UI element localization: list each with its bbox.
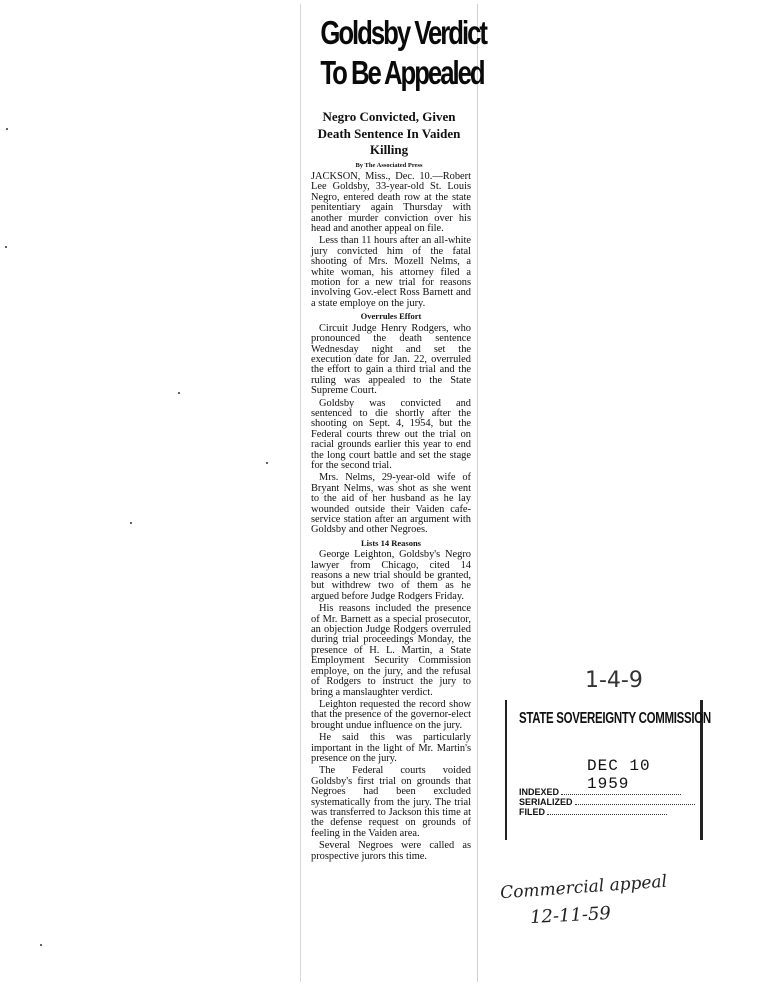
subheadline: Negro Convicted, Given Death Sentence In Vaiden Killing xyxy=(317,109,461,157)
scan-speck xyxy=(5,246,7,248)
article-paragraph: George Leighton, Goldsby's Negro lawyer from Chicago, cited 14 reasons a new trial should be granted, but withdrew two of them as he argued before Judge Rodgers Friday. xyxy=(311,549,471,602)
scan-speck xyxy=(40,944,42,946)
article-paragraph: Several Negroes were called as prospective jurors this time. xyxy=(311,840,471,862)
article-paragraph: Leighton requested the record show that the presence of the governor-elect brought undue influence on the jury. xyxy=(311,698,471,731)
article-paragraph: Goldsby was convicted and sentenced to die shortly after the shooting on Sept. 4, 1954, but the Federal courts threw out the trial on racial grounds earlier this year to end the long court battle and set the stage for the second trial. xyxy=(311,397,471,471)
section-heading: Overrules Effort xyxy=(360,311,422,322)
stamp-handwritten-mark: 1-4-9 xyxy=(585,668,643,693)
article-paragraph: Less than 11 hours after an all-white jury convicted him of the fatal shooting of Mrs. Mozell Nelms, a white woman, his attorney filed a motion for a new trial for reasons involving Gov.-elect Ross Barnett and a state employe on the jury. xyxy=(311,235,471,309)
article-paragraph: His reasons included the presence of Mr. Barnett as a special prosecutor, an objection Judge Rodgers overruled during trial proceedings Monday, the presence of H. L. Martin, a State Employment Security Commission employe, on the jury, and the refusal of Rodgers to instruct the jury to bring a manslaughter verdict. xyxy=(311,603,471,698)
article-paragraph: JACKSON, Miss., Dec. 10.—Robert Lee Goldsby, 33-year-old St. Louis Negro, entered death row at the state penitentiary again Thursday with another murder conviction over his head and another appeal on file. xyxy=(311,171,471,235)
article-paragraph: Circuit Judge Henry Rodgers, who pronounced the death sentence Wednesday night and set the execution date for Jan. 22, overruled the effort to gain a third trial and the ruling was appealed to the State Supreme Court. xyxy=(311,322,471,397)
stamp-row-indexed: INDEXED xyxy=(519,788,681,797)
stamp-title: STATE SOVEREIGNTY COMMISSION xyxy=(519,710,711,727)
scan-speck xyxy=(6,128,8,130)
headline-line-1: Goldsby Verdict xyxy=(320,14,486,51)
stamp-row-serialized: SERIALIZED xyxy=(519,798,695,807)
article-paragraph: Mrs. Nelms, 29-year-old wife of Bryant Nelms, was shot as she went to the aid of her husband as he lay wounded outside their Vaiden cafe-service station after an argument with Goldsby and other Negroes. xyxy=(311,472,471,536)
newspaper-clipping xyxy=(300,4,486,982)
article-paragraph: The Federal courts voided Goldsby's first trial on grounds that Negroes had been excluded systematically from the jury. The trial was transferred to Jackson this time at the defense request on grounds of feeling in the Vaiden area. xyxy=(311,765,471,839)
handwritten-source-note: Commercial appeal xyxy=(499,871,668,904)
handwritten-date-note: 12-11-59 xyxy=(529,902,612,929)
byline: By The Associated Press xyxy=(355,162,423,169)
article-paragraph: He said this was particularly important in the light of Mr. Martin's presence on the jury. xyxy=(311,732,471,764)
scan-speck xyxy=(266,462,268,464)
stamp-row-filed: FILED xyxy=(519,808,667,817)
scan-speck xyxy=(130,522,132,524)
stamp-date: DEC 10 1959 xyxy=(587,757,651,793)
headline-line-2: To Be Appealed xyxy=(320,54,484,91)
article-body xyxy=(311,172,471,864)
scan-speck xyxy=(178,392,180,394)
section-heading: Lists 14 Reasons xyxy=(361,537,421,548)
commission-stamp xyxy=(505,700,711,840)
